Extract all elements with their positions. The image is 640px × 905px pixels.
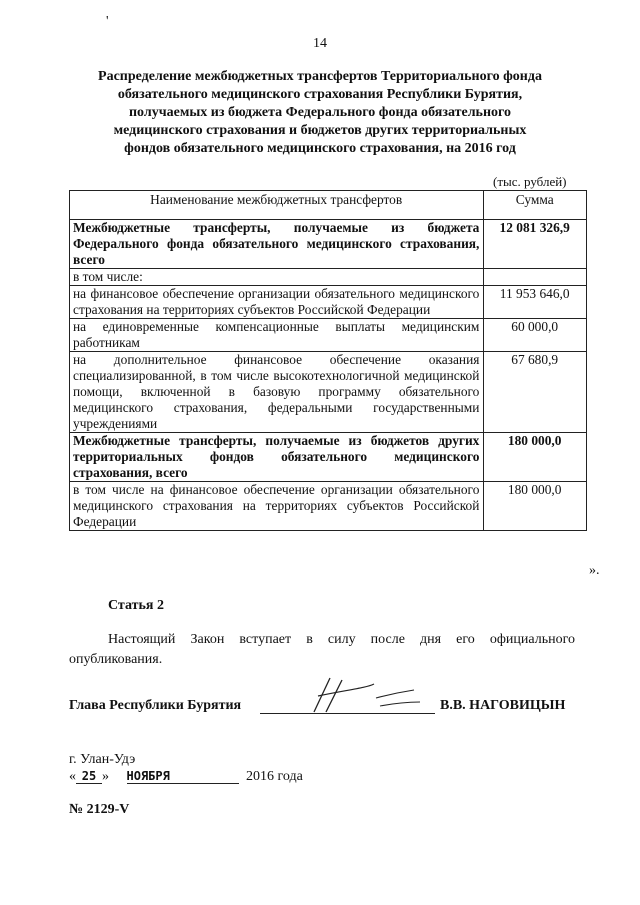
- row-sum: [484, 269, 587, 286]
- units-label: (тыс. рублей): [493, 174, 567, 189]
- signing-date: [69, 769, 303, 785]
- table-row: [70, 319, 587, 352]
- row-name: Межбюджетные трансферты, получаемые из бюджетов других территориальных фондов обязательного медицинского страхования, всего: [70, 433, 484, 482]
- row-sum: 67 680,9: [484, 352, 587, 433]
- row-name: в том числе на финансовое обеспечение организации обязательного медицинского страхования на территориях субъектов Российской Федерации: [70, 482, 484, 531]
- date-close-quote: »: [102, 769, 109, 784]
- place-of-signing: г. Улан-Удэ: [69, 752, 136, 767]
- row-name: на финансовое обеспечение организации обязательного медицинского страхования на территориях субъектов Российской Федерации: [70, 286, 484, 319]
- title-line: получаемых из бюджета Федерального фонда обязательного: [128, 105, 512, 120]
- margin-tick-mark: ': [106, 14, 109, 29]
- table-row: [70, 286, 587, 319]
- closing-quote: ».: [589, 563, 600, 578]
- row-name: на единовременные компенсационные выплаты медицинским работникам: [70, 319, 484, 352]
- title-line: Распределение межбюджетных трансфертов Территориального фонда: [98, 69, 542, 84]
- table-row: [70, 482, 587, 531]
- signatory-title: Глава Республики Бурятия: [69, 698, 242, 713]
- title-line: обязательного медицинского страхования Республики Бурятия,: [117, 87, 523, 102]
- page-number: 14: [313, 36, 327, 51]
- article-heading: Статья 2: [108, 598, 164, 613]
- row-sum: 11 953 646,0: [484, 286, 587, 319]
- row-name: Межбюджетные трансферты, получаемые из бюджета Федерального фонда обязательного медицинского страхования, всего: [70, 220, 484, 269]
- row-name: в том числе:: [70, 269, 484, 286]
- title-line: фондов обязательного медицинского страхования, на 2016 год: [124, 141, 516, 156]
- row-name: на дополнительное финансовое обеспечение оказания специализированной, в том числе высокотехнологичной медицинской помощи, включенной в базовую программу обязательного медицинского страхования, федеральными государственными учреждениями: [70, 352, 484, 433]
- signatory-name: В.В. НАГОВИЦЫН: [440, 698, 566, 713]
- date-day: 25: [76, 769, 102, 784]
- table-row: [70, 269, 587, 286]
- table-header-row: [70, 191, 587, 220]
- row-sum: 12 081 326,9: [484, 220, 587, 269]
- date-month: НОЯБРЯ: [127, 769, 239, 784]
- handwritten-signature: [296, 672, 436, 722]
- date-year: 2016 года: [246, 769, 303, 784]
- table-row: [70, 220, 587, 269]
- law-number: № 2129-V: [69, 802, 130, 817]
- article-text: Настоящий Закон вступает в силу после дня его официального опубликования.: [69, 632, 575, 667]
- title-line: медицинского страхования и бюджетов других территориальных: [113, 123, 527, 138]
- table-row: [70, 352, 587, 433]
- header-sum: Сумма: [484, 191, 587, 220]
- header-name: Наименование межбюджетных трансфертов: [70, 191, 484, 220]
- date-open-quote: «: [69, 769, 76, 784]
- transfers-table: [69, 190, 587, 531]
- row-sum: 180 000,0: [484, 433, 587, 482]
- document-title: [60, 68, 580, 158]
- row-sum: 180 000,0: [484, 482, 587, 531]
- row-sum: 60 000,0: [484, 319, 587, 352]
- table-row: [70, 433, 587, 482]
